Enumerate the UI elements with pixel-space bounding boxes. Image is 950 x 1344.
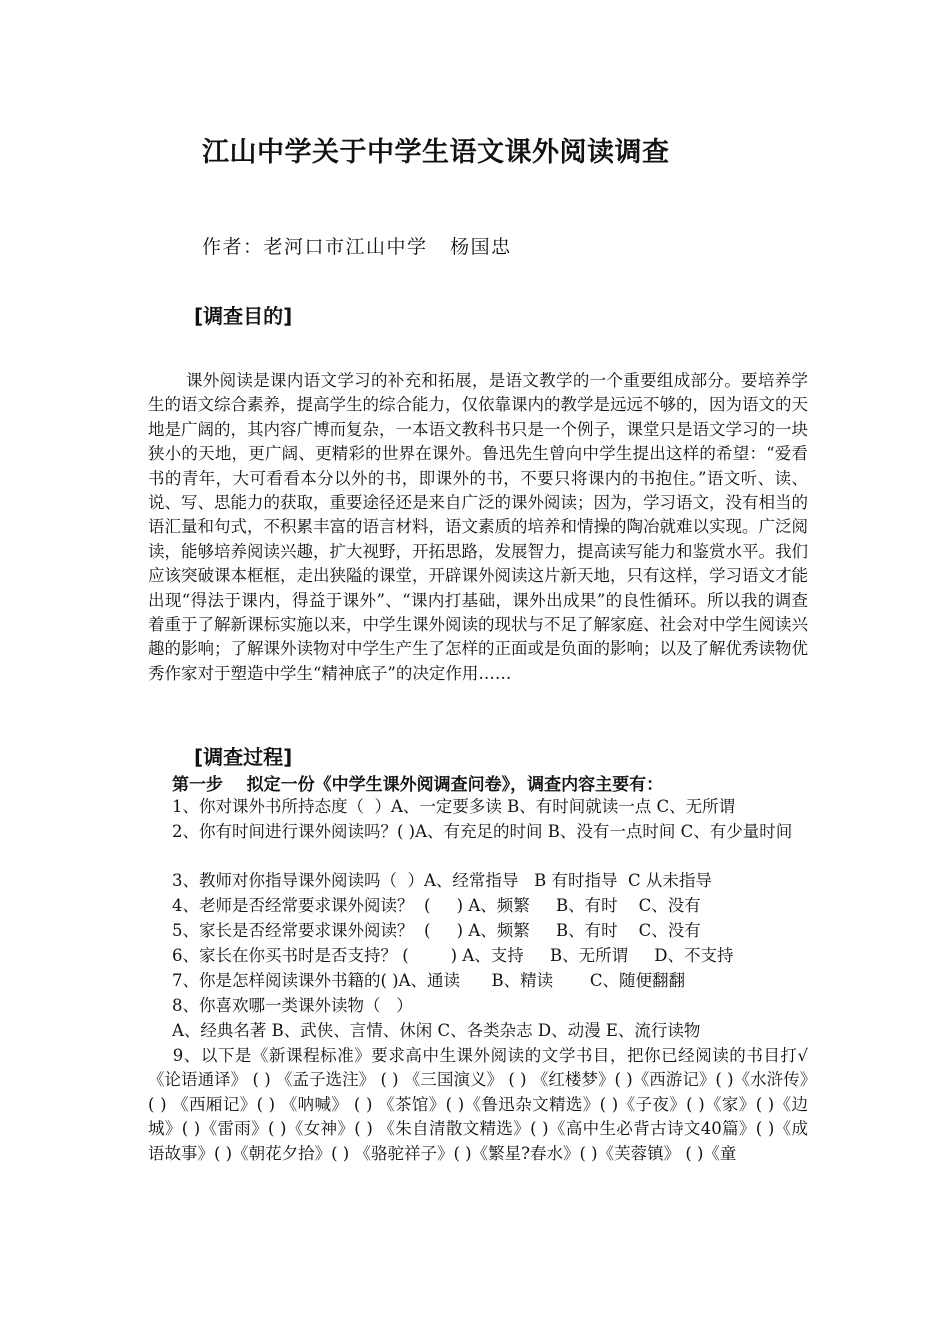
question-9-book-list: 9、以下是《新课程标准》要求高中生课外阅读的文学书目，把你已经阅读的书目打√《论语通译》 ( ) 《孟子选注》 ( ) 《三国演义》 ( ) 《红楼梦》( )《西游记》( )《水浒传》( ) 《西厢记》( ) 《呐喊》 ( ) 《茶馆》( )《鲁迅杂文精选》( )《子夜》( )《家》( )《边城》( )《雷雨》( )《女神》( ) 《朱自清散文精选》( )《高中生必背古诗文40篇》( )《成语故事》( )《朝花夕拾》( ) 《骆驼祥子》( )《繁星?春水》( )《芙蓉镇》 ( )《童	[148, 1046, 808, 1163]
question-4: 4、老师是否经常要求课外阅读？ ( ) A、频繁 B、有时 C、没有	[172, 896, 701, 915]
question-7: 7、你是怎样阅读课外书籍的( )A、通读 B、精读 C、随便翻翻	[172, 971, 685, 990]
question-3: 3、教师对你指导课外阅读吗（ ）A、经常指导 B 有时指导 C 从未指导	[172, 871, 712, 890]
question-2: 2、你有时间进行课外阅读吗？( )A、有充足的时间 B、没有一点时间 C、有少量时间	[172, 822, 793, 841]
question-6: 6、家长在你买书时是否支持？ ( ) A、支持 B、无所谓 D、不支持	[172, 946, 734, 965]
question-8: 8、你喜欢哪一类课外读物（ ）	[172, 996, 413, 1015]
section-heading-process: [调查过程]	[194, 745, 293, 769]
section-heading-purpose: [调查目的]	[194, 304, 293, 328]
step-one-heading: 第一步 拟定一份《中学生课外阅调查问卷》，调查内容主要有：	[172, 775, 664, 795]
question-8-options: A、经典名著 B、武侠、言情、休闲 C、各类杂志 D、动漫 E、流行读物	[172, 1021, 701, 1040]
document-title: 江山中学关于中学生语文课外阅读调查	[202, 137, 670, 168]
purpose-paragraph: 课外阅读是课内语文学习的补充和拓展，是语文教学的一个重要组成部分。要培养学生的语文综合素养，提高学生的综合能力，仅依靠课内的教学是远远不够的，因为语文的天地是广阔的，其内容广博而复杂，一本语文教科书只是一个例子，课堂只是语文学习的一块狭小的天地，更广阔、更精彩的世界在课外。鲁迅先生曾向中学生提出这样的希望：“爱看书的青年，大可看看本分以外的书，即课外的书，不要只将课内的书抱住。”语文听、读、说、写、思能力的获取，重要途径还是来自广泛的课外阅读；因为，学习语文，没有相当的语汇量和句式，不积累丰富的语言材料，语文素质的培养和情操的陶冶就难以实现。广泛阅读，能够培养阅读兴趣，扩大视野，开拓思路，发展智力，提高读写能力和鉴赏水平。我们应该突破课本框框，走出狭隘的课堂，开辟课外阅读这片新天地，只有这样，学习语文才能出现“得法于课内，得益于课外”、“课内打基础，课外出成果”的良性循环。所以我的调查着重于了解新课标实施以来，中学生课外阅读的现状与不足了解家庭、社会对中学生阅读兴趣的影响；了解课外读物对中学生产生了怎样的正面或是负面的影响；以及了解优秀读物优秀作家对于塑造中学生“精神底子”的决定作用……	[148, 371, 808, 683]
author-line: 作者：老河口市江山中学 杨国忠	[202, 236, 512, 258]
question-1: 1、你对课外书所持态度（ ）A、一定要多读 B、有时间就读一点 C、无所谓	[172, 797, 736, 816]
question-5: 5、家长是否经常要求课外阅读？ ( ) A、频繁 B、有时 C、没有	[172, 921, 701, 940]
